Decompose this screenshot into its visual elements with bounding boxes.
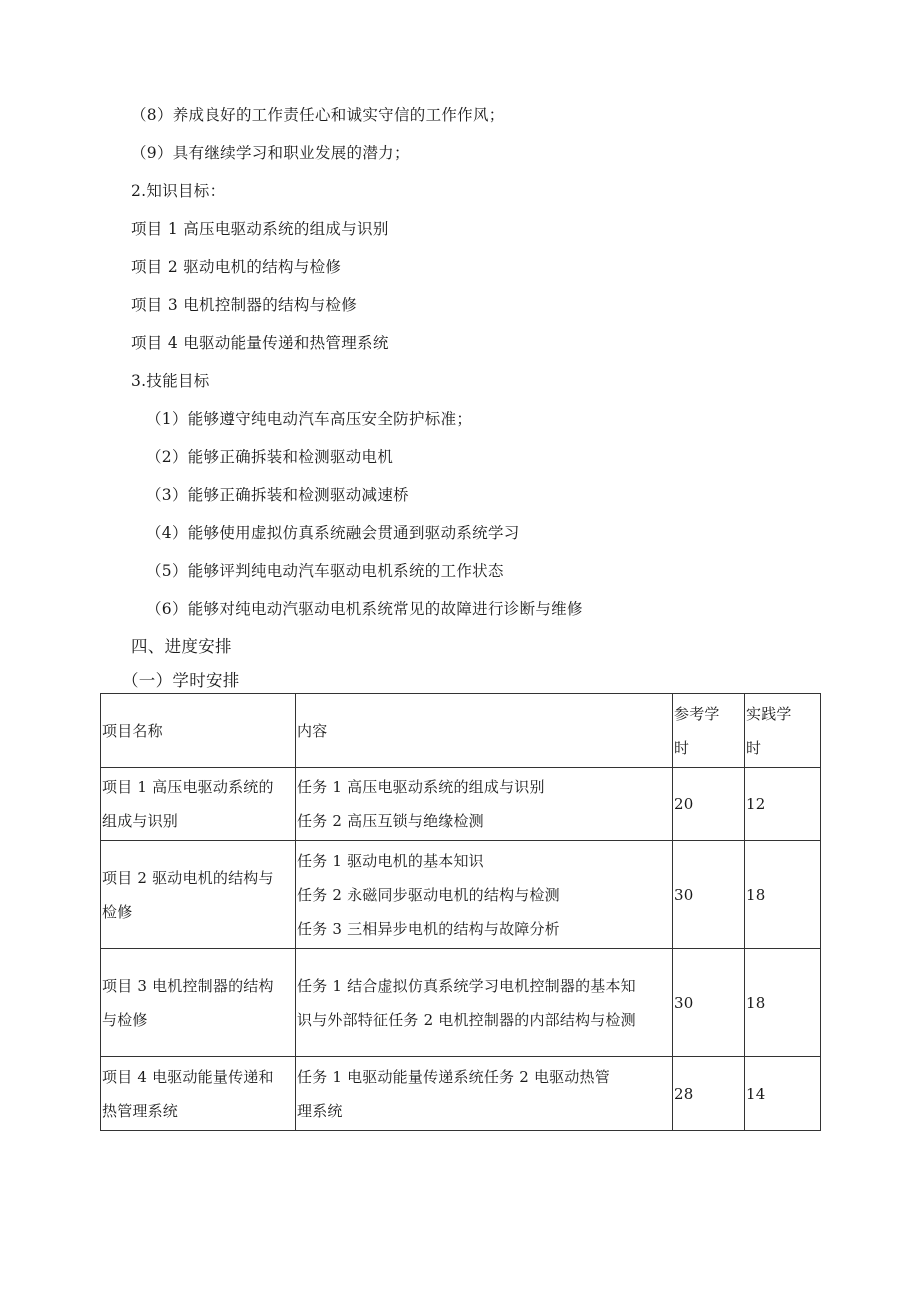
header-practice-hours	[745, 694, 821, 768]
project-name-line: 检修	[102, 902, 133, 921]
content-cell	[296, 949, 673, 1057]
project-name-line: 项目 4 电驱动能量传递和	[102, 1067, 274, 1086]
task-line: 识与外部特征任务 2 电机控制器的内部结构与检测	[297, 1010, 636, 1029]
ref-hours-cell: 28	[673, 1057, 745, 1131]
skill-item-6: （6）能够对纯电动汽驱动电机系统常见的故障进行诊断与维修	[146, 600, 583, 618]
content-cell	[296, 1057, 673, 1131]
project-name-line: 与检修	[102, 1010, 148, 1029]
content-cell	[296, 768, 673, 841]
knowledge-item-4: 项目 4 电驱动能量传递和热管理系统	[131, 334, 389, 352]
project-name-line: 项目 1 高压电驱动系统的	[102, 778, 274, 796]
task-line: 任务 1 结合虚拟仿真系统学习电机控制器的基本知	[297, 976, 636, 995]
practice-hours-cell: 18	[745, 949, 821, 1057]
table-row	[101, 768, 821, 841]
skill-item-5: （5）能够评判纯电动汽车驱动电机系统的工作状态	[146, 562, 504, 580]
task-line: 任务 1 高压电驱动系统的组成与识别	[297, 778, 545, 796]
subsection-heading: （一）学时安排	[122, 671, 240, 690]
project-name-line: 项目 2 驱动电机的结构与	[102, 868, 274, 887]
project-name-cell	[101, 768, 296, 841]
skill-item-1: （1）能够遵守纯电动汽车高压安全防护标准；	[146, 410, 473, 428]
content-cell	[296, 841, 673, 949]
knowledge-item-1: 项目 1 高压电驱动系统的组成与识别	[131, 220, 389, 238]
knowledge-goal-heading: 2.知识目标：	[131, 182, 226, 200]
task-line: 任务 1 驱动电机的基本知识	[297, 851, 484, 870]
task-line: 任务 2 高压互锁与绝缘检测	[297, 812, 484, 830]
schedule-table	[100, 693, 821, 1131]
project-name-line: 项目 3 电机控制器的结构	[102, 976, 274, 995]
project-name-line: 组成与识别	[102, 812, 179, 830]
practice-hours-cell: 14	[745, 1057, 821, 1131]
skill-item-2: （2）能够正确拆装和检测驱动电机	[146, 448, 394, 466]
goal-item-8: （8）养成良好的工作责任心和诚实守信的工作作风；	[131, 106, 505, 124]
header-project-name: 项目名称	[101, 694, 296, 768]
header-content: 内容	[296, 694, 673, 768]
skill-item-4: （4）能够使用虚拟仿真系统融会贯通到驱动系统学习	[146, 524, 520, 542]
task-line: 任务 2 永磁同步驱动电机的结构与检测	[297, 885, 560, 904]
skill-item-3: （3）能够正确拆装和检测驱动减速桥	[146, 486, 409, 504]
goal-item-9: （9）具有继续学习和职业发展的潜力；	[131, 144, 410, 162]
task-line: 任务 3 三相异步电机的结构与故障分析	[297, 919, 560, 938]
ref-hours-cell: 30	[673, 949, 745, 1057]
project-name-cell	[101, 1057, 296, 1131]
knowledge-item-2: 项目 2 驱动电机的结构与检修	[131, 258, 342, 276]
knowledge-item-3: 项目 3 电机控制器的结构与检修	[131, 296, 358, 314]
project-name-cell	[101, 841, 296, 949]
table-header-row	[101, 694, 821, 768]
task-line: 理系统	[297, 1101, 343, 1120]
skill-goal-heading: 3.技能目标	[131, 372, 210, 390]
ref-hours-cell: 30	[673, 841, 745, 949]
section-heading: 四、进度安排	[131, 637, 232, 656]
practice-hours-cell: 18	[745, 841, 821, 949]
header-ref-hours-line-2: 时	[674, 738, 690, 757]
header-ref-hours-line-1: 参考学	[674, 704, 720, 723]
project-name-line: 热管理系统	[102, 1101, 179, 1120]
table-row	[101, 949, 821, 1057]
project-name-cell	[101, 949, 296, 1057]
table-row	[101, 841, 821, 949]
table-row	[101, 1057, 821, 1131]
task-line: 任务 1 电驱动能量传递系统任务 2 电驱动热管	[297, 1067, 610, 1086]
practice-hours-cell: 12	[745, 768, 821, 841]
header-practice-hours-line-1: 实践学	[746, 704, 792, 723]
ref-hours-cell: 20	[673, 768, 745, 841]
header-practice-hours-line-2: 时	[746, 738, 762, 757]
header-ref-hours	[673, 694, 745, 768]
